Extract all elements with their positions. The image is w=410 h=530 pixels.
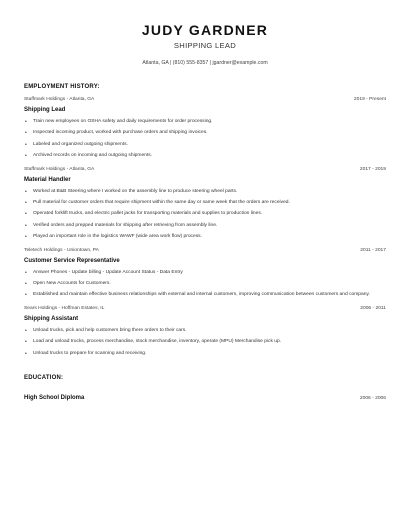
job-meta [24, 305, 386, 312]
job-dates: 2006 - 2011 [360, 305, 386, 311]
job-bullet [24, 119, 386, 125]
bullet-dot-icon: • [25, 234, 27, 241]
candidate-name: JUDY GARDNER [141, 22, 269, 38]
job-bullet [24, 142, 386, 148]
bullet-dot-icon: • [25, 200, 27, 207]
job-bullet [24, 200, 386, 206]
job-entry [24, 166, 386, 241]
bullet-dot-icon: • [25, 222, 27, 229]
bullet-dot-icon: • [25, 119, 27, 125]
job-bullet [24, 328, 386, 334]
job-company: Staffmark Holdings - Atlanta, GA [24, 166, 95, 172]
education-dates: 2006 - 2006 [359, 396, 386, 402]
job-bullets [24, 119, 386, 160]
job-bullet [24, 130, 386, 136]
job-bullet-text: Load and unload trucks, process merchandise, stock merchandise, inventory, operate (MPU) Merchandise pick up. [33, 339, 282, 345]
job-bullet [24, 189, 386, 195]
employment-list [24, 96, 386, 357]
education-heading: EDUCATION: [24, 375, 64, 382]
job-bullet-text: Inspected incoming product, worked with purchase orders and shipping invoices. [33, 130, 208, 136]
job-bullet-text: Played an important role in the logistics WAWF (wide area work flow) process. [33, 234, 202, 240]
job-bullet-text: Open New Accounts for Customers. [33, 281, 111, 287]
job-entry [24, 96, 386, 160]
bullet-dot-icon: • [25, 188, 27, 195]
job-dates: 2011 - 2017 [360, 247, 386, 253]
job-company: Teletech Holdings - Uniontown, PA [24, 247, 99, 253]
bullet-dot-icon: • [25, 269, 27, 276]
job-title: Shipping Lead [24, 107, 66, 113]
job-bullet [24, 270, 386, 276]
job-bullet-text: Verified orders and prepped materials for shipping after retrieving from assembly line. [33, 222, 218, 228]
job-bullet [24, 339, 386, 345]
job-meta [24, 96, 386, 103]
job-bullet-text: Established and maintain effective business relationships with external and internal customers, improving communication between customers and company. [33, 292, 370, 298]
job-bullet-text: Unload trucks to prepare for scanning and receiving. [33, 350, 147, 356]
education-entry [24, 395, 386, 401]
job-title: Customer Service Representative [24, 257, 120, 264]
bullet-dot-icon: • [25, 327, 27, 334]
job-bullets [24, 270, 386, 299]
job-title: Shipping Assistant [24, 315, 79, 322]
resume-header [24, 22, 386, 66]
job-bullet [24, 281, 386, 287]
education-list [24, 395, 386, 401]
bullet-dot-icon: • [25, 281, 27, 288]
education-title: High School Diploma [24, 395, 85, 402]
employment-heading: EMPLOYMENT HISTORY: [24, 84, 100, 90]
job-bullets [24, 328, 386, 357]
contact-line: Atlanta, GA | (810) 555-8357 | jgardner@example.com [142, 60, 268, 66]
job-company: Staffmark Holdings - Atlanta, GA [24, 97, 95, 102]
job-bullet [24, 153, 386, 159]
job-dates: 2017 - 2019 [359, 166, 386, 172]
job-bullet-text: Worked at B&B Steering where I worked on the assembly line to produce steering wheel parts. [33, 188, 238, 194]
bullet-dot-icon: • [25, 350, 27, 357]
bullet-dot-icon: • [25, 130, 27, 137]
job-bullet [24, 223, 386, 229]
bullet-dot-icon: • [25, 211, 27, 218]
job-bullet-text: Operated forklift trucks, and electric pallet jacks for transporting materials and supplies to production lines. [33, 211, 263, 217]
job-entry [24, 305, 386, 357]
job-bullet-text: Unload trucks, pick and help customers bring there orders to their cars. [33, 327, 187, 333]
job-title: Material Handler [24, 176, 71, 183]
job-bullet-text: Labeled and organized outgoing shipments. [33, 141, 128, 147]
candidate-role: SHIPPING LEAD [173, 41, 237, 50]
bullet-dot-icon: • [25, 339, 27, 346]
job-bullet-text: Train new employees on OSHA safety and daily requirements for order processing. [33, 119, 213, 124]
job-meta [24, 247, 386, 254]
job-bullet-text: Answer Phones - Update billing - Update Account Status - Data Entry [33, 269, 183, 275]
job-company: Sears Holdings - Hoffman Estates, IL [24, 305, 105, 311]
job-bullet [24, 351, 386, 357]
bullet-dot-icon: • [25, 141, 27, 148]
bullet-dot-icon: • [25, 153, 27, 160]
job-entry [24, 247, 386, 299]
bullet-dot-icon: • [25, 292, 27, 299]
job-bullet-text: Pull material for customer orders that require shipment within the same day or same week that the orders are received. [33, 200, 290, 206]
job-dates: 2019 - Present [353, 97, 386, 102]
job-bullet-text: Archived records on incoming and outgoing shipments. [33, 153, 153, 159]
job-meta [24, 166, 386, 173]
job-bullets [24, 189, 386, 241]
job-bullet [24, 211, 386, 217]
job-bullet [24, 234, 386, 240]
job-bullet [24, 292, 386, 298]
